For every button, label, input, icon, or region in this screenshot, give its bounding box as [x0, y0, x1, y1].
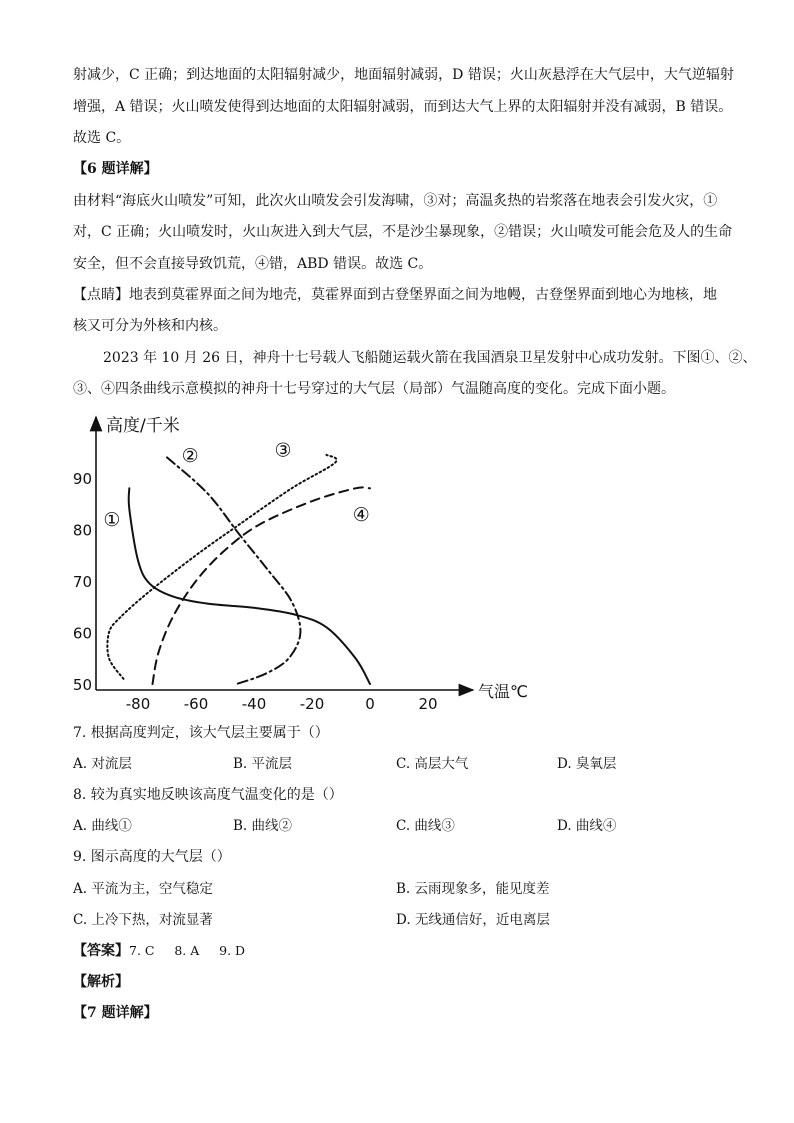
y-tick-label: 50	[72, 676, 92, 694]
x-tick-label: -20	[299, 695, 325, 710]
q9-option-b: B. 云雨现象多，能见度差	[396, 881, 550, 897]
curve-2	[167, 457, 300, 684]
y-axis-label: 高度/千米	[106, 416, 180, 436]
q7-heading: 【7 题详解】	[73, 1005, 158, 1021]
prev-text-line-1: 射减少，C 正确；到达地面的太阳辐射减少，地面辐射减弱，D 错误；火山灰悬浮在大气层中，大气逆辐射	[73, 67, 734, 83]
q6-text-line-1: 由材料“海底火山喷发”可知，此次火山喷发会引发海啸，③对；高温炙热的岩浆落在地表会引发火灾，①	[73, 193, 718, 209]
q8-option-a: A. 曲线①	[73, 818, 132, 834]
q8-option-d: D. 曲线④	[557, 818, 617, 834]
q7-option-d: D. 臭氧层	[557, 756, 617, 772]
x-tick-label: -40	[241, 695, 267, 710]
curve-label-4: ④	[352, 504, 370, 527]
y-tick-label: 60	[72, 624, 92, 643]
temperature-altitude-chart	[68, 405, 568, 710]
q9-option-a: A. 平流为主，空气稳定	[73, 881, 213, 897]
answer-label: 【答案】	[73, 943, 129, 959]
x-tick-label: 20	[418, 695, 438, 710]
q9-stem: 9. 图示高度的大气层（）	[73, 849, 231, 865]
q8-option-b: B. 曲线②	[233, 818, 293, 834]
analysis-label: 【解析】	[73, 974, 129, 990]
material-line-1: 2023 年 10 月 26 日，神舟十七号载人飞船随运载火箭在我国酒泉卫星发射中心成功发射。下图①、②、	[103, 350, 757, 366]
q7-option-c: C. 高层大气	[396, 756, 469, 772]
x-axis-label: 气温℃	[478, 682, 528, 701]
q7-option-b: B. 平流层	[233, 756, 293, 772]
answer-line	[73, 942, 245, 960]
curve-label-3: ③	[274, 439, 292, 462]
prev-text-line-2: 增强，A 错误；火山喷发使得到达地面的太阳辐射减弱，而到达大气上界的太阳辐射并没有减弱，B 错误。	[73, 99, 733, 115]
q7-stem: 7. 根据高度判定，该大气层主要属于（）	[73, 725, 329, 741]
y-tick-label: 70	[72, 573, 92, 591]
q8-option-c: C. 曲线③	[396, 818, 455, 834]
q6-heading: 【6 题详解】	[73, 161, 158, 177]
y-tick-label: 80	[72, 521, 92, 540]
x-tick-label: -80	[125, 695, 151, 710]
tip-line-2: 核又可分为外核和内核。	[73, 318, 227, 334]
curve-4	[153, 487, 371, 684]
curve-3	[107, 455, 336, 679]
curve-label-1: ①	[103, 509, 121, 532]
y-tick-label: 90	[72, 470, 92, 488]
x-tick-label: 0	[365, 695, 375, 710]
q6-text-line-3: 安全，但不会直接导致饥荒，④错，ABD 错误。故选 C。	[73, 256, 433, 272]
q6-text-line-2: 对，C 正确；火山喷发时，火山灰进入到大气层，不是沙尘暴现象，②错误；火山喷发可能会危及人的生命	[73, 224, 733, 240]
curve-label-2: ②	[181, 444, 199, 467]
answer-text: 7. C 8. A 9. D	[129, 943, 246, 958]
material-line-2: ③、④四条曲线示意模拟的神舟十七号穿过的大气层（局部）气温随高度的变化。完成下面小题。	[73, 381, 675, 397]
q7-option-a: A. 对流层	[73, 756, 132, 772]
prev-text-line-3: 故选 C。	[73, 130, 131, 146]
q9-option-c: C. 上冷下热，对流显著	[73, 912, 213, 928]
q8-stem: 8. 较为真实地反映该高度气温变化的是（）	[73, 787, 343, 803]
tip-line-1: 【点睛】地表到莫霍界面之间为地壳，莫霍界面到古登堡界面之间为地幔，古登堡界面到地心为地核，地	[73, 287, 717, 303]
x-tick-label: -60	[183, 695, 209, 710]
q9-option-d: D. 无线通信好，近电离层	[396, 912, 550, 928]
